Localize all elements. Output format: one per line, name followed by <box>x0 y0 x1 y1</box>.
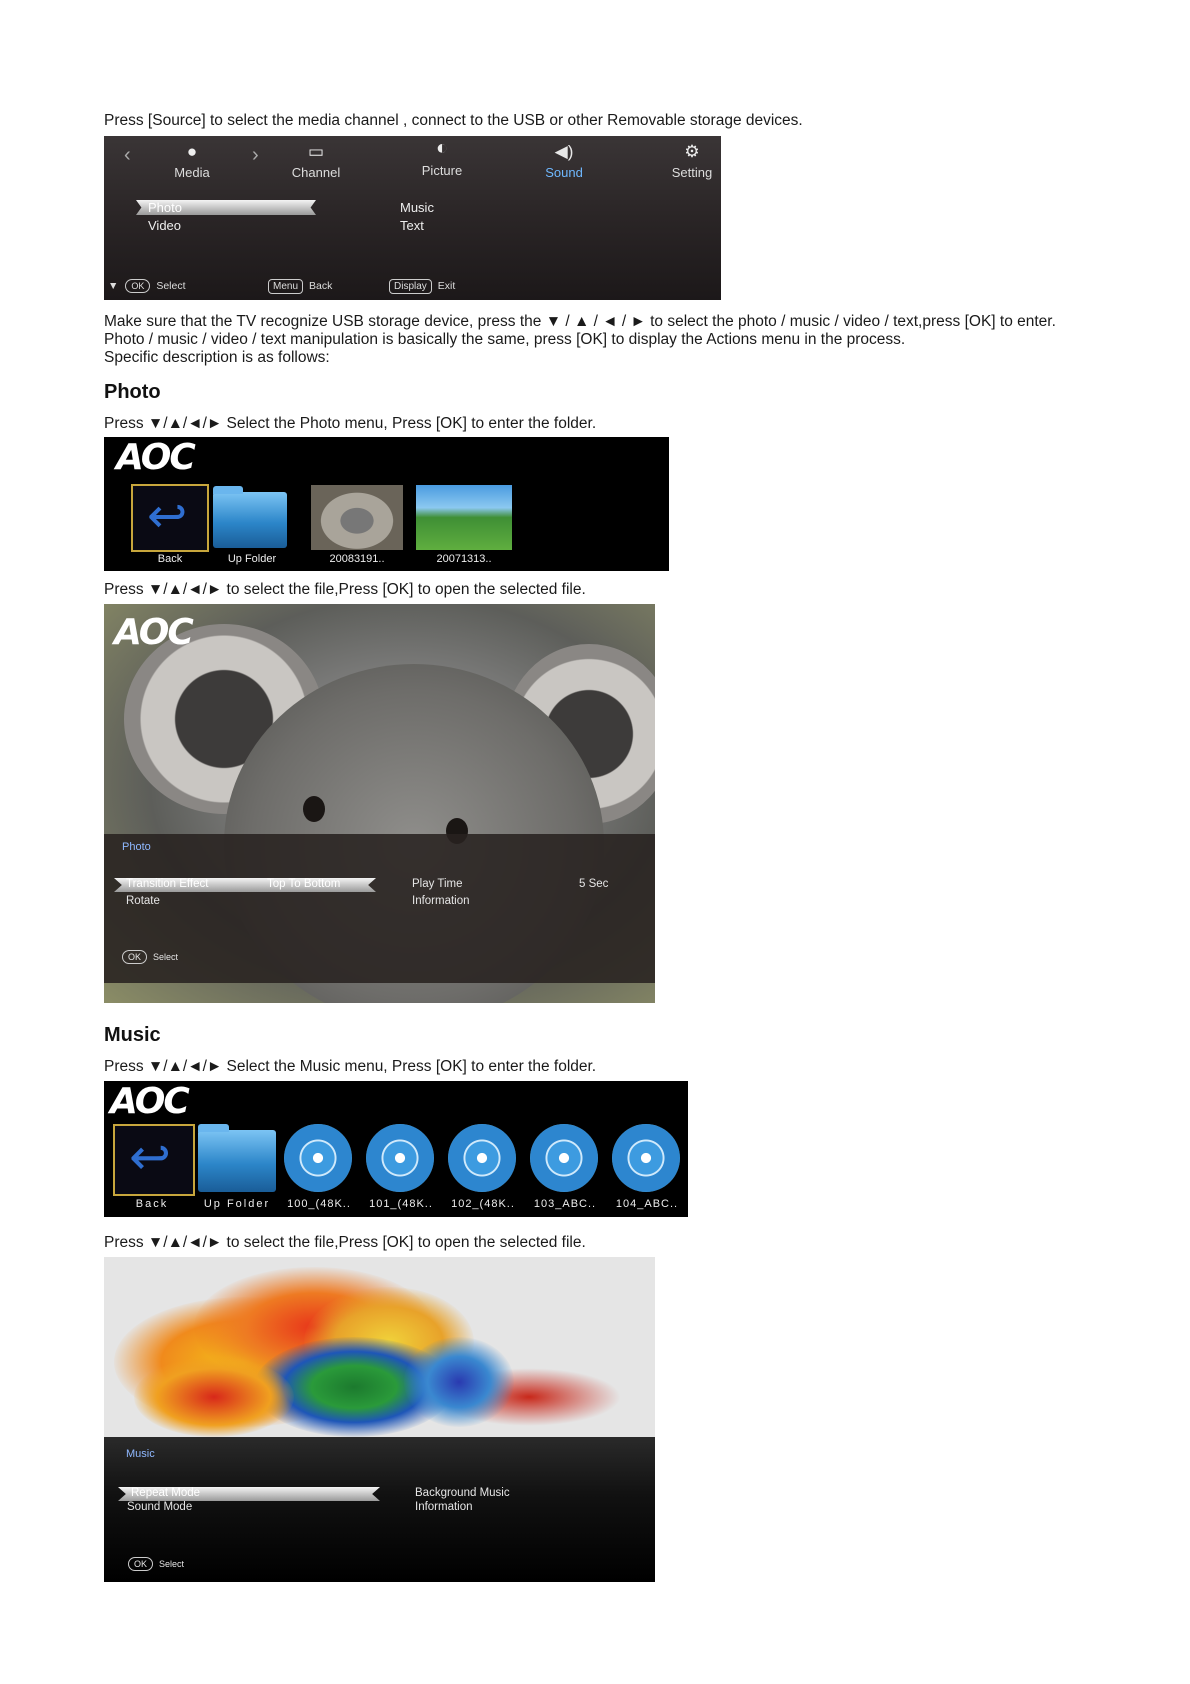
speaker-icon: ◀) <box>554 142 574 161</box>
aoc-logo: AOC <box>110 1081 188 1122</box>
thumb-label: Up Folder <box>227 553 277 565</box>
ok-key: OK <box>128 1557 153 1571</box>
display-key: Display <box>389 279 432 294</box>
information-item[interactable]: Information <box>412 895 470 907</box>
thumb-label: 20083191.. <box>329 553 385 565</box>
tab-picture[interactable]: ◐ Picture <box>421 137 463 178</box>
sound-mode-item[interactable]: Sound Mode <box>127 1501 193 1513</box>
thumb-label: 102_(48K.. <box>451 1198 515 1210</box>
repeat-mode-item[interactable]: Repeat Mode <box>131 1487 201 1499</box>
tab-sound[interactable]: ◀) Sound <box>545 142 583 180</box>
music-disc-icon[interactable] <box>366 1124 434 1192</box>
thumb-label: Back <box>157 553 183 565</box>
panel-footer-select: OK Select <box>128 1557 184 1571</box>
music-disc-icon[interactable] <box>284 1124 352 1192</box>
music-file-browser <box>104 1081 688 1217</box>
aoc-logo: AOC <box>114 612 192 653</box>
folder-icon[interactable] <box>198 1130 276 1192</box>
photo-heading: Photo <box>104 381 161 403</box>
intro-text: Press [Source] to select the media channel , connect to the USB or other Removable storage devices. <box>104 112 803 129</box>
music-heading: Music <box>104 1024 161 1046</box>
down-triangle-icon: ▼ <box>108 280 119 292</box>
menu-item-video[interactable]: Video <box>148 218 182 233</box>
instruction-line-2: Photo / music / video / text manipulation is basically the same, press [OK] to display the Actions menu in the process. <box>104 331 906 348</box>
monitor-icon: ▭ <box>307 142 325 161</box>
music-viewer <box>104 1257 655 1582</box>
play-time-label[interactable]: Play Time <box>412 878 463 890</box>
music-press-file: Press ▼/▲/◄/► to select the file,Press [OK] to open the selected file. <box>104 1234 586 1251</box>
aoc-logo: AOC <box>116 437 194 478</box>
transition-effect-label[interactable]: Transition Effect <box>126 878 209 890</box>
koala-eye-left <box>303 796 325 822</box>
music-disc-icon[interactable] <box>530 1124 598 1192</box>
back-arrow-icon: ↩ <box>129 1129 171 1185</box>
transition-effect-value[interactable]: Top To Bottom <box>267 878 341 890</box>
instruction-line-3: Specific description is as follows: <box>104 349 330 366</box>
footer-select: ▼ OK Select <box>108 280 186 292</box>
right-arrow-icon[interactable]: › <box>252 144 259 166</box>
contrast-icon: ◐ <box>435 137 449 159</box>
left-arrow-icon[interactable]: ‹ <box>124 144 131 166</box>
gear-icon: ⚙ <box>684 142 700 161</box>
panel-title: Music <box>126 1448 155 1460</box>
background-music-item[interactable]: Background Music <box>415 1487 510 1499</box>
folder-icon[interactable] <box>213 492 287 548</box>
play-circle-icon: ● <box>186 142 198 161</box>
thumb-label: 101_(48K.. <box>369 1198 433 1210</box>
music-press-menu: Press ▼/▲/◄/► Select the Music menu, Press [OK] to enter the folder. <box>104 1058 597 1075</box>
thumb-label: 104_ABC.. <box>615 1198 679 1210</box>
photo-thumb-landscape[interactable] <box>416 485 512 550</box>
photo-actions-panel <box>104 834 655 983</box>
music-disc-icon[interactable] <box>448 1124 516 1192</box>
photo-file-browser <box>104 437 669 571</box>
back-arrow-icon: ↩ <box>147 490 188 543</box>
footer-back: Menu Back <box>268 279 332 294</box>
photo-viewer <box>104 604 655 1003</box>
tv-media-menu <box>104 136 721 300</box>
thumb-label: 20071313.. <box>436 553 492 565</box>
menu-key: Menu <box>268 279 303 294</box>
panel-footer-select: OK Select <box>122 950 178 964</box>
back-thumb[interactable] <box>131 484 209 552</box>
ok-key: OK <box>122 950 147 964</box>
instruction-line-1: Make sure that the TV recognize USB storage device, press the ▼ / ▲ / ◄ / ► to select the photo / music / video / text,press [OK] to enter. <box>104 313 1056 330</box>
tab-setting[interactable]: ⚙ Setting <box>671 142 713 180</box>
thumb-label: 100_(48K.. <box>287 1198 351 1210</box>
thumb-label: Back <box>135 1198 169 1210</box>
play-time-value: 5 Sec <box>579 878 609 890</box>
back-thumb[interactable] <box>113 1124 195 1196</box>
tab-media[interactable]: ● Media <box>174 142 210 180</box>
panel-title: Photo <box>122 841 151 853</box>
thumb-label: 103_ABC.. <box>533 1198 597 1210</box>
music-disc-icon[interactable] <box>612 1124 680 1192</box>
photo-press-menu: Press ▼/▲/◄/► Select the Photo menu, Press [OK] to enter the folder. <box>104 415 597 432</box>
menu-item-text[interactable]: Text <box>400 218 424 233</box>
menu-item-photo[interactable]: Photo <box>148 200 182 215</box>
photo-thumb-koala[interactable] <box>311 485 403 550</box>
ok-key: OK <box>125 279 150 293</box>
thumb-label: Up Folder <box>203 1198 271 1210</box>
footer-exit: Display Exit <box>389 279 455 294</box>
music-actions-panel <box>104 1437 655 1582</box>
information-item[interactable]: Information <box>415 1501 473 1513</box>
tab-channel[interactable]: ▭ Channel <box>291 142 341 180</box>
rotate-item[interactable]: Rotate <box>126 895 160 907</box>
menu-item-music[interactable]: Music <box>400 200 434 215</box>
photo-press-file: Press ▼/▲/◄/► to select the file,Press [OK] to open the selected file. <box>104 581 586 598</box>
